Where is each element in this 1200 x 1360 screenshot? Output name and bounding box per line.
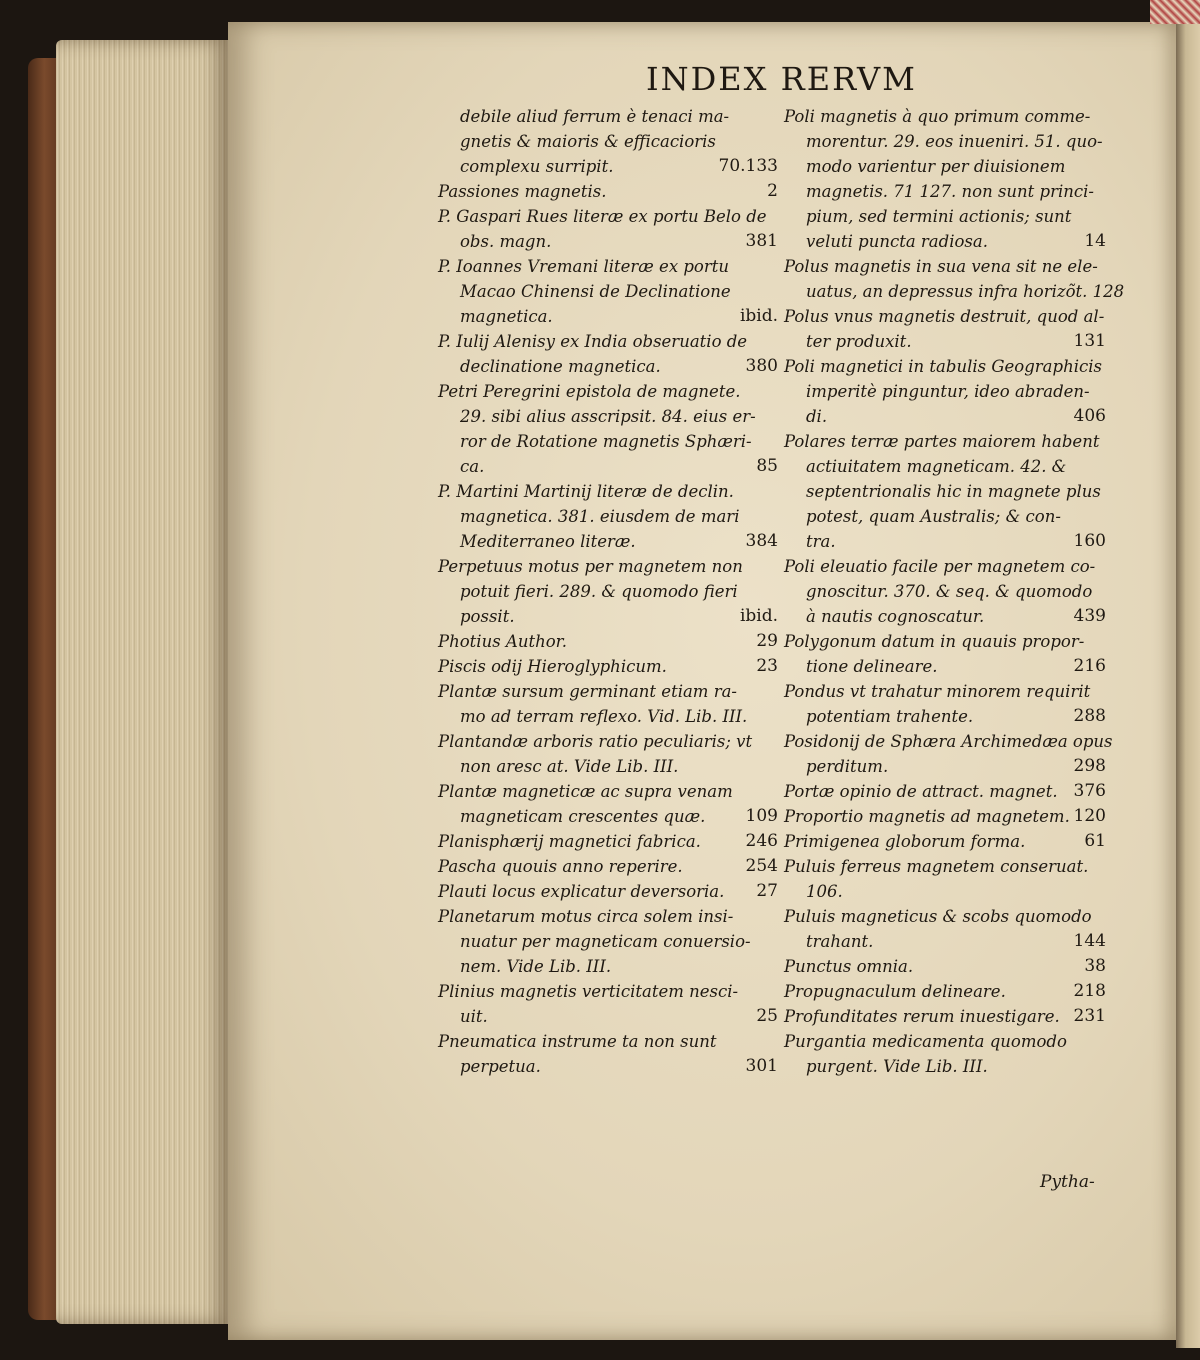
index-entry-line xyxy=(438,529,778,554)
index-entry-line xyxy=(438,179,778,204)
index-entry-line xyxy=(438,979,778,1004)
index-entry-line xyxy=(784,129,1106,154)
index-entry-line xyxy=(438,1054,778,1079)
entry-text: Propugnaculum delineare. xyxy=(784,982,1006,1001)
index-entry-line xyxy=(438,754,778,779)
entry-text: Passiones magnetis. xyxy=(438,182,607,201)
index-entry-line xyxy=(784,1054,1106,1079)
catchword: Pytha- xyxy=(1040,1172,1095,1192)
page-reference: 23 xyxy=(756,656,778,676)
entry-text: 106. xyxy=(806,882,843,901)
index-entry-line xyxy=(438,254,778,279)
entry-text: potest, quam Australis; & con- xyxy=(806,507,1061,526)
entry-text: Plantandæ arboris ratio peculiaris; vt xyxy=(438,732,753,751)
entry-text: Polus vnus magnetis destruit, quod al- xyxy=(784,307,1105,326)
index-entry-line xyxy=(784,554,1106,579)
page-reference: ibid. xyxy=(739,306,778,326)
entry-text: obs. magn. xyxy=(460,232,552,251)
index-entry-line xyxy=(784,254,1106,279)
page-reference: 61 xyxy=(1084,831,1106,851)
index-entry-line xyxy=(438,229,778,254)
index-entry-line xyxy=(438,454,778,479)
entry-text: septentrionalis hic in magnete plus xyxy=(806,482,1101,501)
index-entry-line xyxy=(784,779,1106,804)
entry-text: Poli magnetici in tabulis Geographicis xyxy=(784,357,1102,376)
entry-text: Piscis odij Hieroglyphicum. xyxy=(438,657,667,676)
index-column-right xyxy=(784,104,1125,1079)
entry-text: declinatione magnetica. xyxy=(460,357,661,376)
index-entry-line xyxy=(438,504,778,529)
facing-page-edge xyxy=(1176,18,1200,1348)
page-reference: 288 xyxy=(1073,706,1106,726)
index-entry-line xyxy=(784,579,1106,604)
entry-text: perditum. xyxy=(806,757,889,776)
index-entry-line xyxy=(784,754,1106,779)
page-reference: 70.133 xyxy=(718,156,778,176)
entry-text: ter produxit. xyxy=(806,332,912,351)
entry-text: uatus, an depressus infra horizõt. 128 xyxy=(806,282,1125,301)
entry-text: Planetarum motus circa solem insi- xyxy=(438,907,734,926)
entry-text: P. Gaspari Rues literæ ex portu Belo de xyxy=(438,207,767,226)
entry-text: morentur. 29. eos inueniri. 51. quo- xyxy=(806,132,1103,151)
index-entry-line xyxy=(438,804,778,829)
index-entry-line xyxy=(784,404,1106,429)
index-entry-line xyxy=(438,929,778,954)
index-entry-line xyxy=(784,654,1106,679)
entry-text: ca. xyxy=(460,457,485,476)
index-entry-line xyxy=(438,704,778,729)
index-entry-line xyxy=(784,479,1106,504)
index-entry-line xyxy=(784,729,1113,754)
index-entry-line xyxy=(438,379,778,404)
index-entry-line xyxy=(784,604,1106,629)
entry-text: Plantæ sursum germinant etiam ra- xyxy=(438,682,737,701)
page-reference: 120 xyxy=(1073,806,1106,826)
entry-text: magnetis. 71 127. non sunt princi- xyxy=(806,182,1095,201)
entry-text: Profunditates rerum inuestigare. xyxy=(784,1007,1060,1026)
entry-text: possit. xyxy=(460,607,515,626)
page-reference: 85 xyxy=(756,456,778,476)
entry-text: Perpetuus motus per magnetem non xyxy=(438,557,743,576)
index-entry-line xyxy=(438,1004,778,1029)
entry-text: Puluis magneticus & scobs quomodo xyxy=(784,907,1092,926)
page-reference: 2 xyxy=(767,181,778,201)
index-entry-line xyxy=(784,304,1106,329)
index-entry-line xyxy=(784,979,1106,1004)
index-entry-line xyxy=(784,529,1106,554)
entry-text: trahant. xyxy=(806,932,874,951)
index-entry-line xyxy=(438,304,778,329)
page-reference: 231 xyxy=(1073,1006,1106,1026)
entry-text: gnetis & maioris & efficacioris xyxy=(460,132,716,151)
index-entry-line xyxy=(784,154,1106,179)
entry-text: magnetica. 381. eiusdem de mari xyxy=(460,507,740,526)
page-reference: 406 xyxy=(1073,406,1106,426)
index-entry-line xyxy=(438,329,778,354)
index-entry-line xyxy=(438,354,778,379)
page-reference: 218 xyxy=(1073,981,1106,1001)
entry-text: magnetica. xyxy=(460,307,553,326)
entry-text: Pneumatica instrume ta non sunt xyxy=(438,1032,717,1051)
index-entry-line xyxy=(438,829,778,854)
index-entry-line xyxy=(438,729,778,754)
entry-text: nuatur per magneticam conuersio- xyxy=(460,932,751,951)
index-entry-line xyxy=(784,104,1106,129)
page-reference: 38 xyxy=(1084,956,1106,976)
index-entry-line xyxy=(784,854,1106,879)
page-reference: 216 xyxy=(1073,656,1106,676)
index-entry-line xyxy=(438,279,778,304)
page-reference: 25 xyxy=(756,1006,778,1026)
index-column-left xyxy=(438,104,778,1079)
entry-text: di. xyxy=(806,407,828,426)
index-entry-line xyxy=(784,829,1106,854)
entry-text: Macao Chinensi de Declinatione xyxy=(460,282,731,301)
page-reference: 254 xyxy=(745,856,778,876)
index-entry-line xyxy=(784,329,1106,354)
page-reference: 380 xyxy=(745,356,778,376)
index-entry-line xyxy=(438,104,778,129)
entry-text: non aresc at. Vide Lib. III. xyxy=(460,757,679,776)
index-entry-line xyxy=(438,1029,778,1054)
index-entry-line xyxy=(784,1029,1106,1054)
index-entry-line xyxy=(438,479,778,504)
entry-text: Plantæ magneticæ ac supra venam xyxy=(438,782,733,801)
entry-text: à nautis cognoscatur. xyxy=(806,607,985,626)
entry-text: ror de Rotatione magnetis Sphæri- xyxy=(460,432,752,451)
index-entry-line xyxy=(438,579,778,604)
entry-text: Photius Author. xyxy=(438,632,567,651)
index-entry-line xyxy=(784,1004,1106,1029)
page-reference: 439 xyxy=(1073,606,1106,626)
entry-text: P. Iulij Alenisy ex India obseruatio de xyxy=(438,332,748,351)
index-entry-line xyxy=(438,629,778,654)
page-reference: 301 xyxy=(745,1056,778,1076)
entry-text: actiuitatem magneticam. 42. & xyxy=(806,457,1067,476)
index-entry-line xyxy=(438,429,778,454)
entry-text: Polygonum datum in quauis propor- xyxy=(784,632,1085,651)
entry-text: imperitè pinguntur, ideo abraden- xyxy=(806,382,1090,401)
entry-text: Purgantia medicamenta quomodo xyxy=(784,1032,1067,1051)
entry-text: mo ad terram reflexo. Vid. Lib. III. xyxy=(460,707,748,726)
page-reference: 246 xyxy=(745,831,778,851)
page-reference: 160 xyxy=(1073,531,1106,551)
page-reference: 109 xyxy=(745,806,778,826)
entry-text: Petri Peregrini epistola de magnete. xyxy=(438,382,741,401)
marbled-endpaper xyxy=(1150,0,1200,24)
entry-text: P. Ioannes Vremani literæ ex portu xyxy=(438,257,730,276)
entry-text: Planisphærij magnetici fabrica. xyxy=(438,832,701,851)
index-entry-line xyxy=(784,879,1106,904)
index-entry-line xyxy=(784,629,1106,654)
entry-text: Pondus vt trahatur minorem requirit xyxy=(784,682,1091,701)
entry-text: Puluis ferreus magnetem conseruat. xyxy=(784,857,1089,876)
index-entry-line xyxy=(784,229,1106,254)
entry-text: Poli eleuatio facile per magnetem co- xyxy=(784,557,1096,576)
index-entry-line xyxy=(784,379,1106,404)
entry-text: P. Martini Martinij literæ de declin. xyxy=(438,482,734,501)
index-entry-line xyxy=(784,504,1106,529)
entry-text: tra. xyxy=(806,532,836,551)
entry-text: tione delineare. xyxy=(806,657,938,676)
page-reference: 298 xyxy=(1073,756,1106,776)
index-entry-line xyxy=(784,429,1106,454)
index-entry-line xyxy=(438,404,778,429)
index-entry-line xyxy=(784,454,1106,479)
page-reference: 14 xyxy=(1084,231,1106,251)
index-entry-line xyxy=(784,904,1106,929)
page-reference: 27 xyxy=(756,881,778,901)
entry-text: debile aliud ferrum è tenaci ma- xyxy=(460,107,730,126)
entry-text: Primigenea globorum forma. xyxy=(784,832,1026,851)
index-entry-line xyxy=(438,604,778,629)
entry-text: purgent. Vide Lib. III. xyxy=(806,1057,988,1076)
entry-text: modo varientur per diuisionem xyxy=(806,157,1066,176)
entry-text: Portæ opinio de attract. magnet. xyxy=(784,782,1058,801)
index-entry-line xyxy=(784,354,1106,379)
page-reference: 381 xyxy=(745,231,778,251)
entry-text: veluti puncta radiosa. xyxy=(806,232,988,251)
index-entry-line xyxy=(784,929,1106,954)
entry-text: 29. sibi alius asscripsit. 84. eius er- xyxy=(460,407,756,426)
entry-text: perpetua. xyxy=(460,1057,541,1076)
entry-text: potentiam trahente. xyxy=(806,707,974,726)
index-entry-line xyxy=(784,804,1106,829)
entry-text: Pascha quouis anno reperire. xyxy=(438,857,683,876)
entry-text: uit. xyxy=(460,1007,488,1026)
entry-text: complexu surripit. xyxy=(460,157,614,176)
entry-text: Proportio magnetis ad magnetem. xyxy=(784,807,1070,826)
entry-text: Posidonij de Sphæra Archimedæa opus xyxy=(784,732,1113,751)
index-entry-line xyxy=(438,154,778,179)
page-reference: 384 xyxy=(745,531,778,551)
page-reference: 376 xyxy=(1073,781,1106,801)
index-entry-line xyxy=(438,654,778,679)
index-entry-line xyxy=(438,129,778,154)
index-entry-line xyxy=(784,204,1106,229)
entry-text: gnoscitur. 370. & seq. & quomodo xyxy=(806,582,1093,601)
entry-text: Plauti locus explicatur deversoria. xyxy=(438,882,725,901)
page-reference: 29 xyxy=(756,631,778,651)
index-entry-line xyxy=(438,879,778,904)
entry-text: Punctus omnia. xyxy=(784,957,914,976)
running-head: INDEX RERVM xyxy=(646,60,917,98)
index-entry-line xyxy=(784,179,1106,204)
entry-text: Plinius magnetis verticitatem nesci- xyxy=(438,982,739,1001)
index-entry-line xyxy=(438,204,778,229)
entry-text: Polares terræ partes maiorem habent xyxy=(784,432,1100,451)
entry-text: Poli magnetis à quo primum comme- xyxy=(784,107,1091,126)
entry-text: nem. Vide Lib. III. xyxy=(460,957,612,976)
index-entry-line xyxy=(438,904,778,929)
page-edges xyxy=(56,40,232,1324)
page-reference: 144 xyxy=(1073,931,1106,951)
page-reference: ibid. xyxy=(739,606,778,626)
index-entry-line xyxy=(784,679,1106,704)
entry-text: magneticam crescentes quæ. xyxy=(460,807,706,826)
index-entry-line xyxy=(784,279,1125,304)
index-entry-line xyxy=(784,704,1106,729)
index-entry-line xyxy=(438,854,778,879)
index-entry-line xyxy=(438,954,778,979)
index-entry-line xyxy=(438,554,778,579)
page-reference: 131 xyxy=(1073,331,1106,351)
index-entry-line xyxy=(438,679,778,704)
entry-text: pium, sed termini actionis; sunt xyxy=(806,207,1072,226)
index-entry-line xyxy=(438,779,778,804)
index-entry-line xyxy=(784,954,1106,979)
entry-text: Mediterraneo literæ. xyxy=(460,532,636,551)
entry-text: potuit fieri. 289. & quomodo fieri xyxy=(460,582,738,601)
entry-text: Polus magnetis in sua vena sit ne ele- xyxy=(784,257,1098,276)
